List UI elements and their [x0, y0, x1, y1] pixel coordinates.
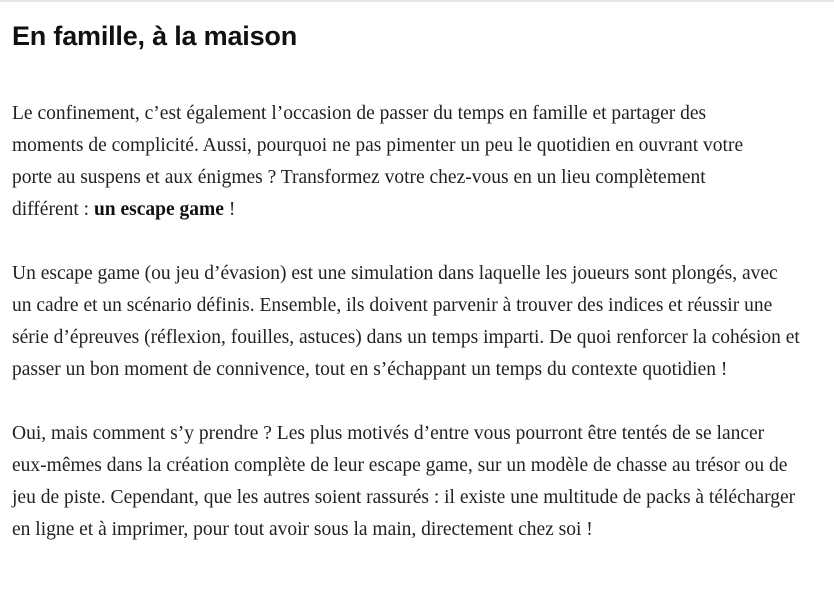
paragraph-definition: Un escape game (ou jeu d’évasion) est une simulation dans laquelle les joueurs sont plongés, avec un cadre et un scénario définis. Ensemble, ils doivent parvenir à trouver des indices et réussir une série d’épreuves (réflexion, fouilles, astuces) dans un temps imparti. De quoi renforcer la cohésion et passer un bon moment de connivence, tout en s’échappant un temps du contexte quotidien !: [12, 263, 800, 380]
paragraph-intro: [12, 98, 772, 226]
top-divider: [0, 0, 834, 2]
article-section: [12, 18, 822, 546]
paragraph-how-to: Oui, mais comment s’y prendre ? Les plus motivés d’entre vous pourront être tentés de se lancer eux-mêmes dans la création complète de leur escape game, sur un modèle de chasse au trésor ou de jeu de piste. Cependant, que les autres soient rassurés : il existe une multitude de packs à télécharger en ligne et à imprimer, pour tout avoir sous la main, directement chez soi !: [12, 423, 796, 540]
paragraph-intro-end: !: [223, 199, 236, 220]
emphasis-escape-game: un escape game: [93, 199, 224, 220]
paragraph-intro-text: Le confinement, c’est également l’occasion de passer du temps en famille et partager des moments de complicité. Aussi, pourquoi ne pas pimenter un peu le quotidien en ouvrant votre porte au suspens et aux énigmes ? Transformez votre chez-vous en un lieu complètement différent :: [12, 103, 744, 220]
section-title: En famille, à la maison: [12, 21, 298, 51]
